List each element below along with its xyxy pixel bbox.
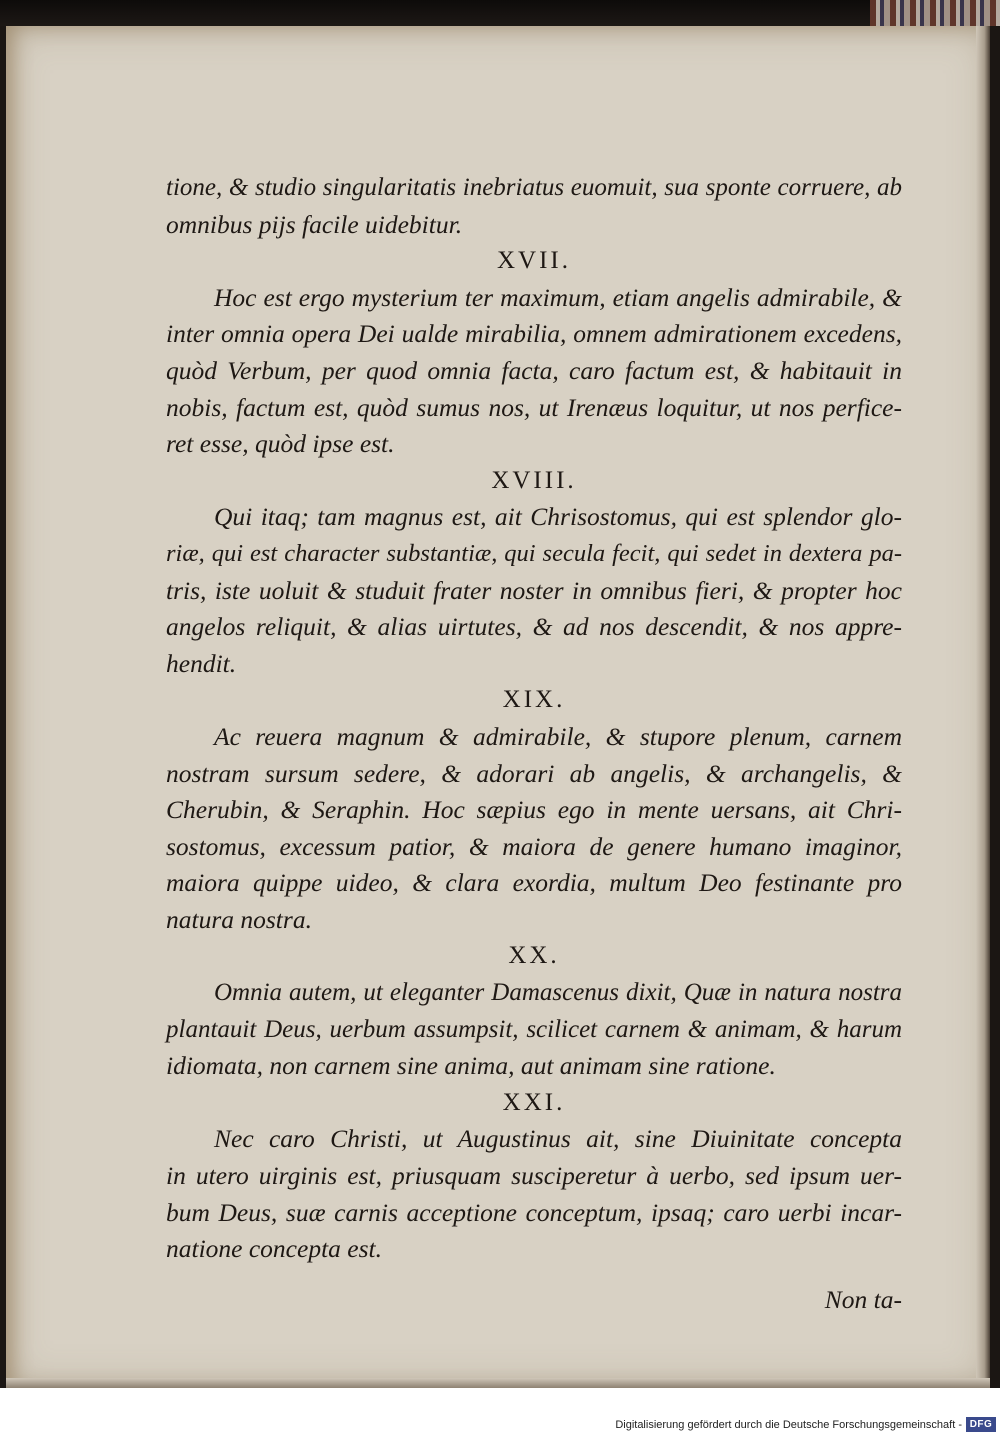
text-line: Nec caro Christi, ut Augustinus ait, sine Diuinitate concepta (214, 1124, 902, 1154)
text-line: riæ, qui est character substantiæ, qui secula fecit, qui sedet in dextera pa- (166, 539, 902, 567)
text-line: Hoc est ergo mysterium ter maximum, etiam angelis admirabile, & (214, 282, 902, 312)
text-line: Qui itaq; tam magnus est, ait Chrisostomus, qui est splendor glo- (214, 502, 902, 532)
text-line: tris, iste uoluit & studuit frater noster in omnibus fieri, & propter hoc (166, 575, 902, 605)
page-edge-bottom (6, 1378, 990, 1388)
text-line: ret esse, quòd ipse est. (166, 429, 395, 459)
text-line: idiomata, non carnem sine anima, aut animam sine ratione. (166, 1051, 776, 1081)
page-text-block (166, 170, 902, 1318)
section-numeral: XXI. (502, 1088, 566, 1116)
section-numeral: XX. (508, 942, 560, 970)
text-line: hendit. (166, 648, 237, 678)
funding-notice: Digitalisierung gefördert durch die Deutsche Forschungsgemeinschaft - (615, 1419, 962, 1431)
text-line: Ac reuera magnum & admirabile, & stupore plenum, carnem (214, 721, 902, 751)
text-line: natura nostra. (166, 904, 312, 934)
text-line: angelos reliquit, & alias uirtutes, & ad nos descendit, & nos appre- (166, 612, 902, 642)
section-numeral: XVII. (496, 247, 571, 275)
page-edge-right (976, 26, 990, 1388)
text-line: sostomus, excessum patior, & maiora de genere humano imaginor, (166, 831, 902, 861)
text-line: inter omnia opera Dei ualde mirabilia, omnem admirationem excedens, (166, 319, 902, 349)
text-line: plantauit Deus, uerbum assumpsit, scilicet carnem & animam, & harum (166, 1015, 902, 1043)
text-line: maiora quippe uideo, & clara exordia, multum Deo festinante pro (166, 868, 902, 898)
text-line: in utero uirginis est, priusquam susciperetur à uerbo, sed ipsum uer- (166, 1161, 902, 1191)
digitization-footer (0, 1388, 1000, 1437)
text-line: tione, & studio singularitatis inebriatus euomuit, sua sponte corruere, ab (166, 174, 902, 201)
text-line: Cherubin, & Seraphin. Hoc sæpius ego in mente uersans, ait Chri- (166, 795, 902, 825)
book-page (6, 26, 990, 1388)
scan-background-top (0, 0, 1000, 26)
text-line: bum Deus, suæ carnis acceptione conceptum, ipsaq; caro uerbi incar- (166, 1197, 902, 1227)
catchword: Non ta- (824, 1284, 902, 1314)
text-line: omnibus pijs facile uidebitur. (166, 209, 463, 239)
text-line: nostram sursum sedere, & adorari ab angelis, & archangelis, & (166, 758, 902, 788)
book-edge-strip (870, 0, 1000, 26)
section-numeral: XIX. (502, 686, 566, 714)
section-numeral: XVIII. (491, 466, 577, 494)
text-line: Omnia autem, ut eleganter Damascenus dixit, Quæ in natura nostra (214, 979, 902, 1007)
text-line: natione concepta est. (166, 1234, 382, 1264)
dfg-logo: DFG (966, 1417, 996, 1432)
text-line: quòd Verbum, per quod omnia facta, caro factum est, & habitauit in (166, 355, 902, 385)
text-line: nobis, factum est, quòd sumus nos, ut Irenæus loquitur, ut nos perfice- (166, 392, 902, 422)
